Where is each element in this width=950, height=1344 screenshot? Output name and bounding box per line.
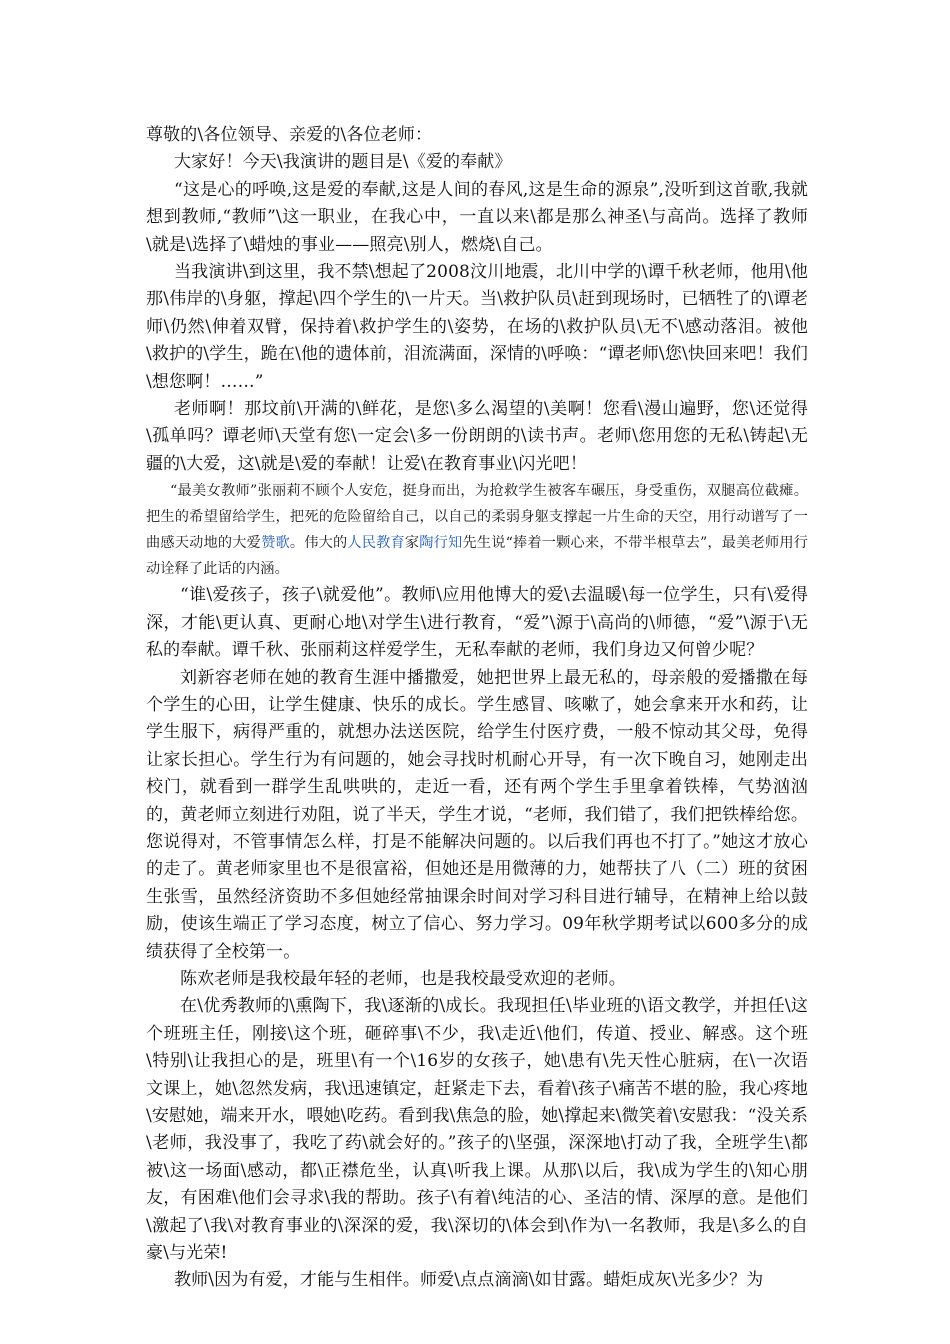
link-renmin-jiaoyu[interactable]: 人民教育 xyxy=(347,535,405,552)
zhang-lili-text-4: 先生说“捧着一颗心来，不带半根草去”，最美老师用行动诠释了此话的内涵。 xyxy=(146,535,808,578)
paragraph-poem: “这是心的呼唤,这是爱的奉献,这是人间的春风,这是生命的源泉”,没听到这首歌,我就想到教师,“教师”\这一职业，在我心中，一直以来\都是那么神圣\与高尚。选择了教师\就是\选择了\蜡烛的事业——照亮\别人，燃烧\自己。 xyxy=(146,179,808,255)
paragraph-closing: 教师\因为有爱，才能与生相伴。师爱\点点滴滴\如甘露。蜡炬成灰\光多少？为 xyxy=(174,1270,764,1291)
paragraph-zhang-lili xyxy=(146,478,808,582)
zhang-lili-text-2: 。伟大的 xyxy=(289,535,348,552)
zhang-lili-text: “最美女教师”张丽莉不顾个人安危，挺身而出，为抢救学生被客车碾压，身受重伤，双腿高位截瘫。把生的希望留给学生，把死的危险留给自己，以自己的柔弱身躯支撑起一片生命的天空，用行动谱写了一曲感天动地的大爱 xyxy=(146,483,808,552)
link-zange[interactable]: 赞歌 xyxy=(261,535,290,552)
paragraph-personal-story: 在\优秀教师的\熏陶下，我\逐渐的\成长。我现担任\毕业班的\语文教学，并担任\这个班班主任，刚接\这个班，砸碎事\不少，我\走近\他们，传道、授业、解惑。这个班\特别\让我担心的是，班里\有一个\16岁的女孩子，她\患有\先天性心脏病，在\一次语文课上，她\忽然发病，我\迅速镇定，赶紧走下去，看着\孩子\痛苦不堪的脸，我心疼地\安慰她，端来开水，喂她\吃药。看到我\焦急的脸，她\撑起来\微笑着\安慰我：“没关系\老师，我没事了，我吃了药\就会好的。”孩子的\坚强，深深地\打动了我，全班学生\都被\这一场面\感动，都\正襟危坐，认真\听我上课。从那\以后，我\成为学生的\知心朋友，有困难\他们会寻求\我的帮助。孩子\有着\纯洁的心、圣洁的情、深厚的意。是他们\激起了\我\对教育事业的\深深的爱，我\深切的\体会到\作为\一名教师，我是\多么的自豪\与光荣! xyxy=(146,996,808,1264)
intro-paragraph: 大家好！今天\我演讲的题目是\《爱的奉献》 xyxy=(174,152,512,173)
paragraph-liu-xinrong: 刘新容老师在她的教育生涯中播撒爱，她把世界上最无私的，母亲般的爱播撒在每个学生的心田，让学生健康、快乐的成长。学生感冒、咳嗽了，她会拿来开水和药，让学生服下，病得严重的，就想办法送医院，给学生付医疗费，一般不惊动其父母，免得让家长担心。学生行为有问题的，她会寻找时机耐心开导，有一次下晚自习，她刚走出校门，就看到一群学生乱哄哄的，走近一看，还有两个学生手里拿着铁棒，气势汹汹的，黄老师立刻进行劝阻，说了半天，学生才说，“老师，我们错了，我们把铁棒给您。您说得对，不管事情怎么样，打是不能解决问题的。以后我们再也不打了。”她这才放心的走了。黄老师家里也不是很富裕，但她还是用微薄的力，她帮扶了八（二）班的贫困生张雪，虽然经济资助不多但她经常抽课余时间对学习科目进行辅导，在精神上给以鼓励，使该生端正了学习态度，树立了信心、努力学习。09年秋学期考试以600多分的成绩获得了全校第一。 xyxy=(146,667,808,962)
paragraph-tribute: 老师啊！那坟前\开满的\鲜花，是您\多么渴望的\美啊！您看\漫山遍野，您\还觉得\孤单吗？谭老师\天堂有您\一定会\多一份朗朗的\读书声。老师\您用您的无私\铸起\无疆的\大爱，这\就是\爱的奉献！让爱\在教育事业\闪光吧！ xyxy=(146,399,808,474)
greeting-line: 尊敬的\各位领导、亲爱的\各位老师： xyxy=(146,125,433,145)
link-tao-xingzhi[interactable]: 陶行知 xyxy=(419,535,463,552)
zhang-lili-text-3: 家 xyxy=(404,535,420,552)
paragraph-love-children: “谁\爱孩子，孩子\就爱他”。教师\应用他博大的爱\去温暖\每一位学生，只有\爱得深，才能\更认真、更耐心地\对学生\进行教育，“爱”\源于\高尚的\师德，“爱”\源于\无私的奉献。谭千秋、张丽莉这样爱学生，无私奉献的老师，我们身边又何曾少呢？ xyxy=(146,585,808,661)
paragraph-chen-huan: 陈欢老师是我校最年轻的老师，也是我校最受欢迎的老师。 xyxy=(180,968,626,989)
paragraph-tan-qianqiu: 当我演讲\到这里，我不禁\想起了2008汶川地震，北川中学的\谭千秋老师，他用\他那\伟岸的\身躯，撑起\四个学生的\一片天。当\救护队员\赶到现场时，已牺牲了的\谭老师\仍然\伸着双臂，保持着\救护学生的\姿势，在场的\救护队员\无不\感动落泪。被他\救护的\学生，跪在\他的遗体前，泪流满面，深情的\呼唤：“谭老师\您\快回来吧！我们\想您啊！……” xyxy=(146,262,808,392)
document-body xyxy=(146,122,808,1295)
